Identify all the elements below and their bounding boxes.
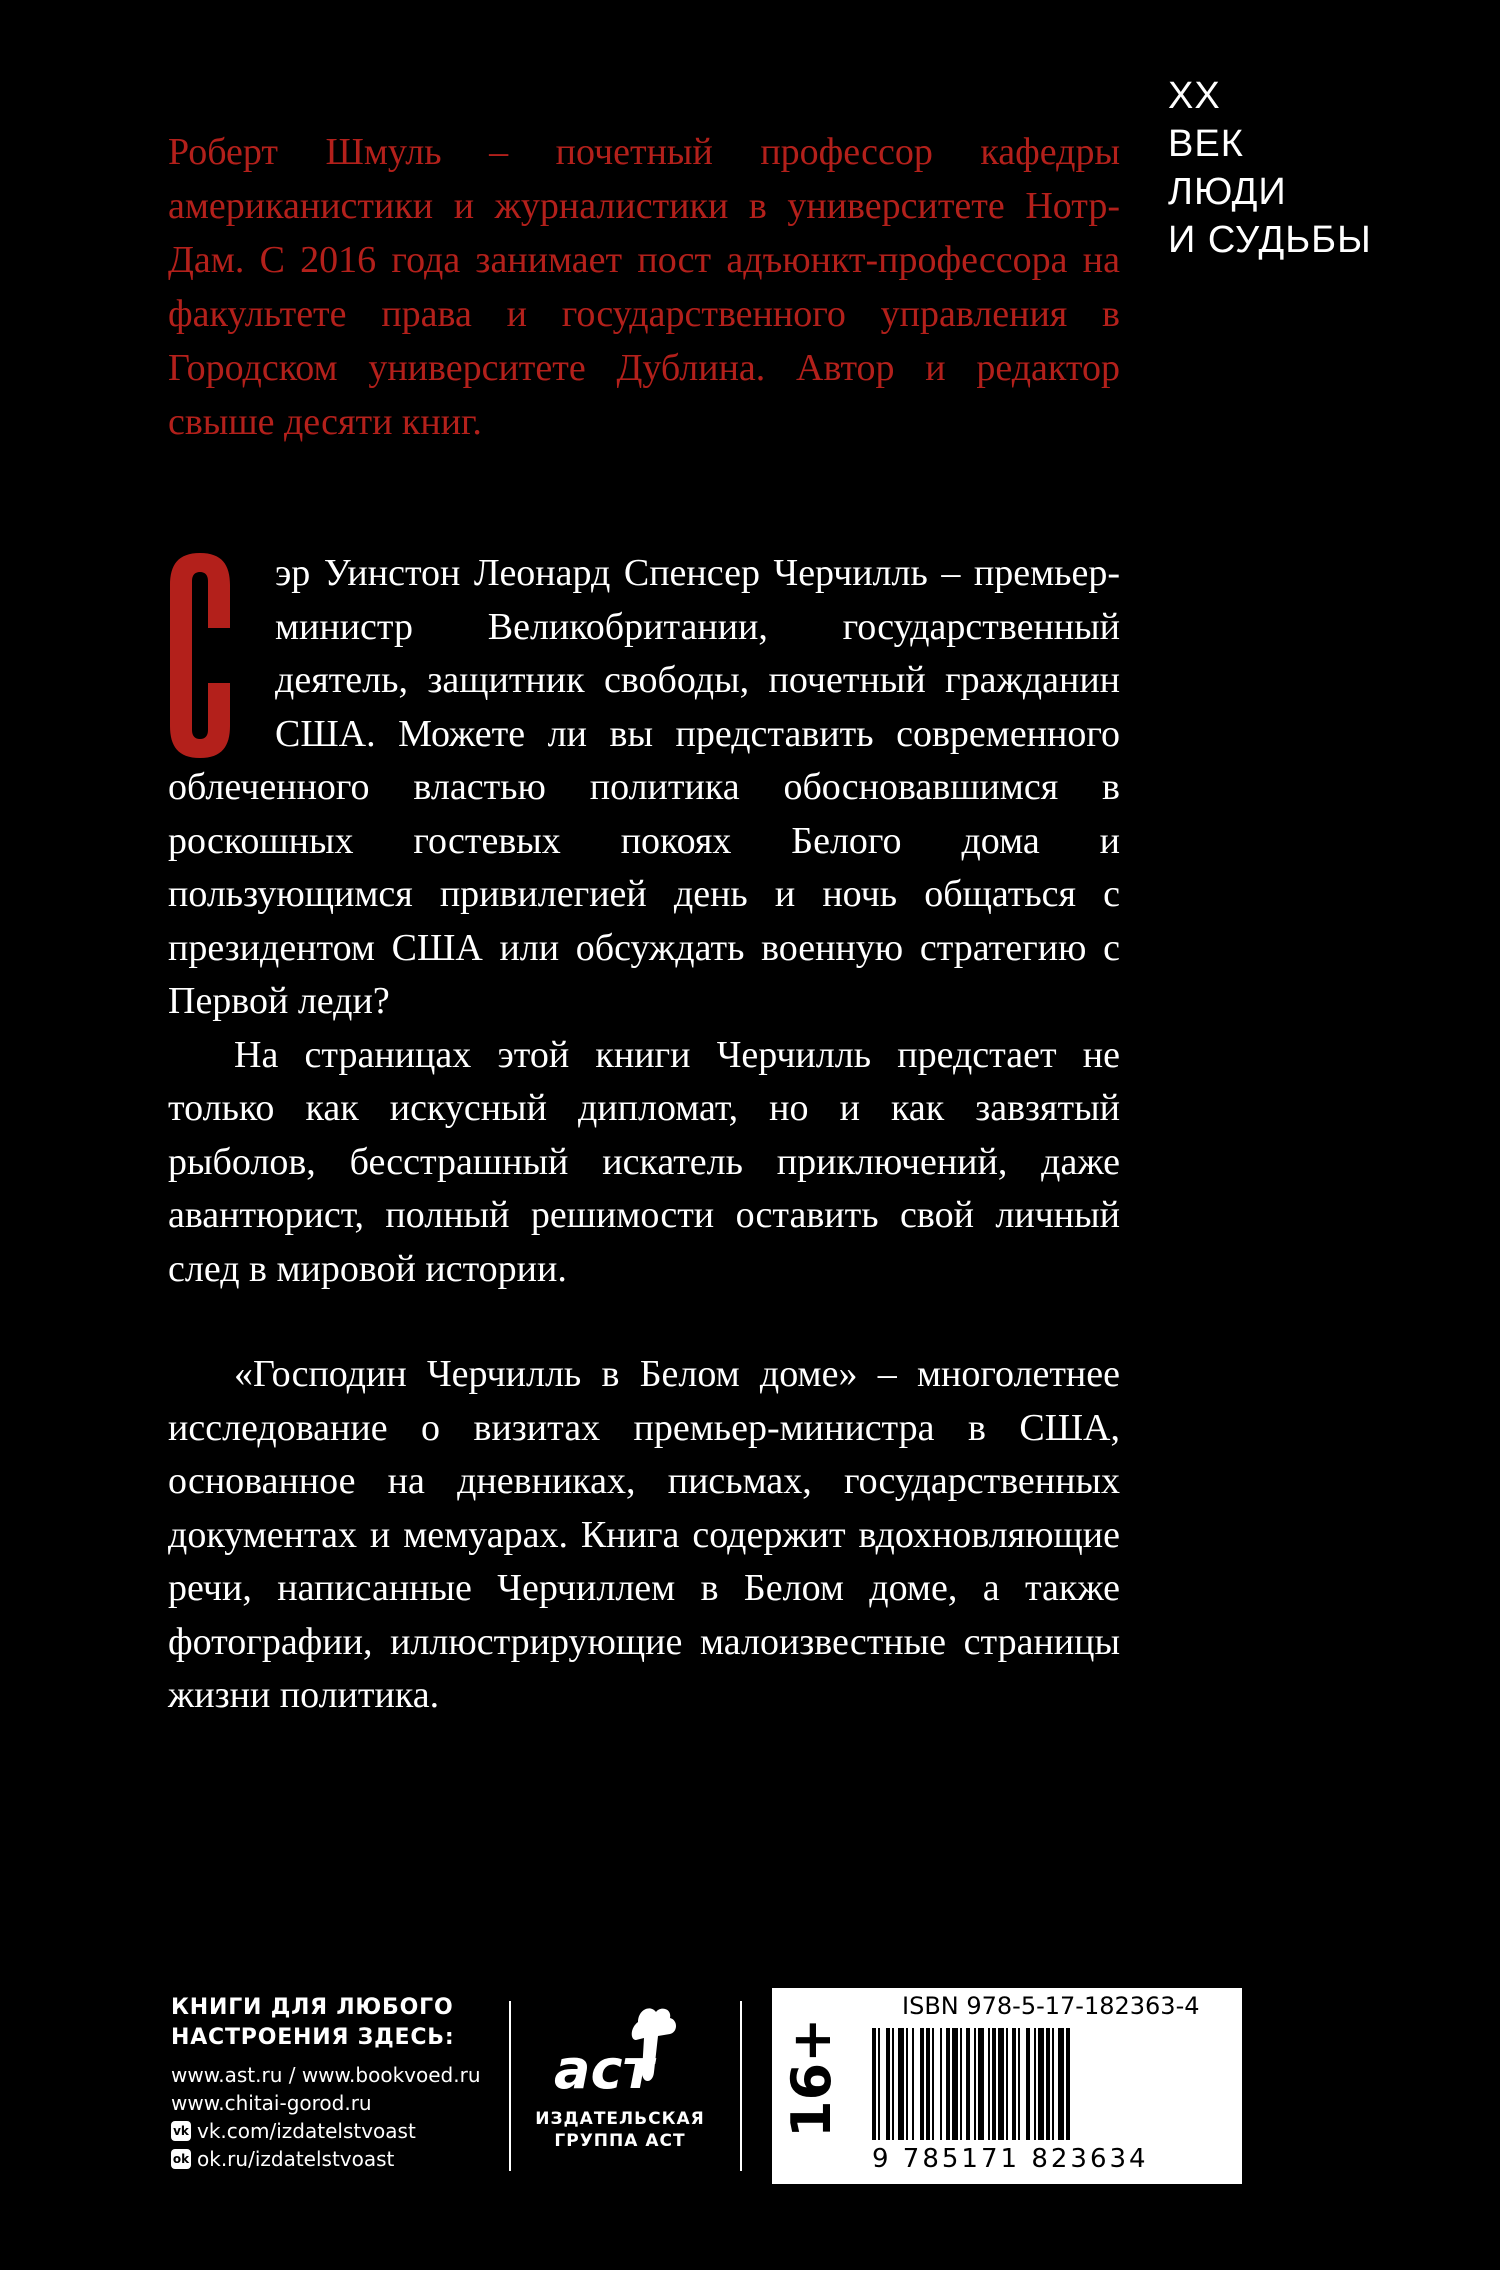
divider — [509, 2001, 511, 2171]
website-links-1[interactable]: www.ast.ru / www.bookvoed.ru — [171, 2063, 481, 2087]
ast-logo-icon — [550, 2002, 690, 2102]
series-title — [1168, 72, 1372, 264]
ok-link[interactable]: ok.ru/izdatelstvoast — [197, 2147, 395, 2171]
drop-cap-text — [170, 758, 171, 759]
series-line: ЛЮДИ — [1168, 171, 1287, 213]
paragraph-1-text: эр Уинстон Леонард Спенсер Черчилль – премьер-министр Великобритании, государственный деятель, защитник свободы, почетный гражданин США. Можете ли вы представить современного облеченного властью политика обосновавшимся в роскошных гостевых покоях Белого дома и пользующимся привилегией день и ночь общаться с президентом США или обсуждать военную стратегию с Первой леди? — [168, 552, 1120, 1022]
ast-logo-text: аст — [554, 2038, 654, 2101]
author-bio: Роберт Шмуль – почетный профессор кафедры американистики и журналистики в университете Нотр-Дам. С 2016 года занимает пост адъюнкт-профессора на факультете права и государственного управления в Городском университете Дублина. Автор и редактор свыше десяти книг. — [168, 131, 1120, 443]
divider — [740, 2001, 742, 2171]
description-paragraph-3: «Господин Черчилль в Белом доме» – многолетнее исследование о визитах премьер-министра в США, основанное на дневниках, письмах, государственных документах и мемуарах. Книга содержит вдохновляющие речи, написанные Черчиллем в Белом доме, а также фотографии, иллюстрирующие малоизвестные страницы жизни политика. — [168, 1353, 1120, 1716]
series-line: XX — [1168, 75, 1221, 117]
publisher-block — [530, 2002, 710, 2152]
ok-link-row[interactable] — [171, 2145, 481, 2173]
vk-link-row[interactable] — [171, 2117, 481, 2145]
description-paragraph-1 — [168, 547, 1120, 1029]
website-link-2[interactable]: www.chitai-gorod.ru — [171, 2091, 372, 2115]
description-paragraph-2: На страницах этой книги Черчилль предстает не только как искусный дипломат, но и как завзятый рыболов, бесстрашный искатель приключений, даже авантюрист, полный решимости оставить свой личный след в мировой истории. — [168, 1033, 1120, 1290]
isbn: ISBN 978-5-17-182363-4 — [902, 1992, 1200, 2020]
links-heading-line-2: НАСТРОЕНИЯ ЗДЕСЬ: — [171, 2025, 455, 2050]
series-line: ВЕК — [1168, 123, 1244, 165]
vk-icon: vk — [171, 2121, 191, 2141]
publisher-label-line-2: ГРУППА АСТ — [554, 2131, 686, 2151]
barcode-icon — [872, 2028, 1232, 2140]
vk-link[interactable]: vk.com/izdatelstvoast — [197, 2119, 416, 2143]
publisher-links — [171, 1993, 481, 2173]
links-heading — [171, 1993, 481, 2053]
barcode-digits: 9 785171 823634 — [872, 2144, 1149, 2174]
ok-icon: ok — [171, 2149, 191, 2169]
drop-cap — [170, 553, 230, 758]
rating-mark-icon — [772, 1988, 862, 2184]
publisher-label — [530, 2108, 710, 2152]
drop-cap-letter-svg — [170, 553, 230, 758]
series-line: И СУДЬБЫ — [1168, 219, 1372, 261]
book-description — [168, 547, 1120, 1723]
rating-mark: 16+ — [780, 2017, 843, 2138]
links-heading-line-1: КНИГИ ДЛЯ ЛЮБОГО — [171, 1995, 454, 2020]
publisher-label-line-1: ИЗДАТЕЛЬСКАЯ — [535, 2109, 705, 2129]
barcode-panel — [772, 1988, 1242, 2184]
